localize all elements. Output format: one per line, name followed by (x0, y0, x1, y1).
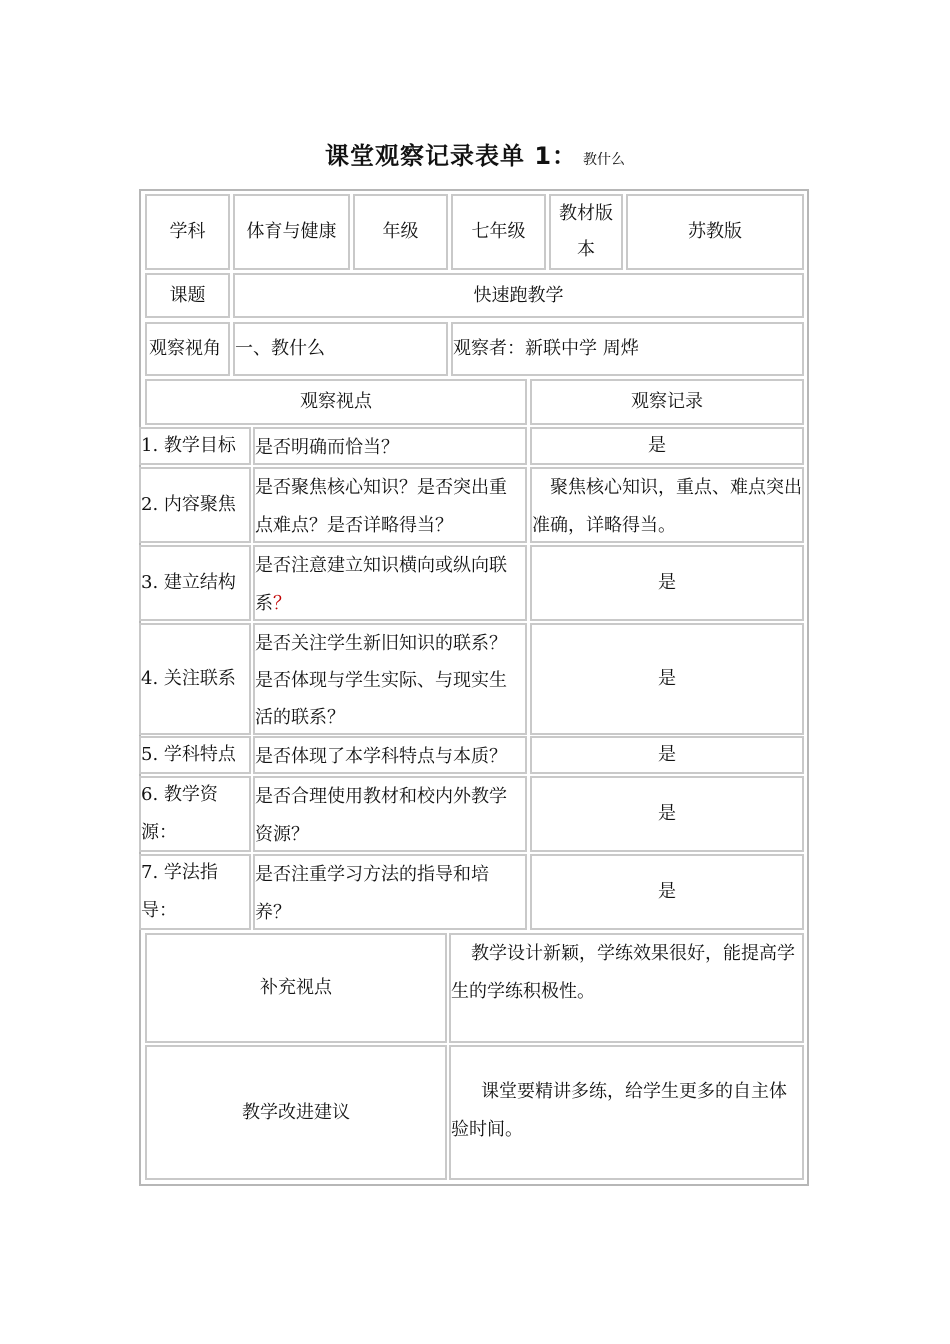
angle-label: 观察视角 (145, 322, 230, 376)
topic-label: 课题 (145, 273, 230, 318)
row-question-1 (253, 427, 527, 465)
observer: 观察者：新联中学 周烨 (451, 322, 804, 376)
question-line: 活的联系？ (255, 707, 345, 728)
question-line: 是否明确而恰当？ (255, 437, 399, 458)
row-question-2 (253, 467, 527, 543)
row-record-2 (530, 467, 804, 543)
edition-label (549, 194, 623, 270)
row-record-4: 是 (530, 623, 804, 735)
question-line: 是否聚焦核心知识？是否突出重 (255, 477, 507, 498)
row-question-6 (253, 776, 527, 852)
row-label-6: 6. 教学资源： (139, 776, 251, 852)
record-line: 准确，详略得当。 (532, 515, 676, 536)
row-question-4 (253, 623, 527, 735)
edition-value: 苏教版 (626, 194, 804, 270)
supplement-content (449, 933, 804, 1043)
column-records: 观察记录 (530, 379, 804, 425)
row-label-1: 1. 教学目标 (139, 427, 251, 465)
question-text: 系 (255, 593, 273, 614)
question-line: 是否体现了本学科特点与本质？ (255, 746, 507, 767)
question-line: 是否合理使用教材和校内外教学 (255, 786, 507, 807)
row-record-7: 是 (530, 854, 804, 930)
row-record-5: 是 (530, 736, 804, 774)
row-record-1: 是 (530, 427, 804, 465)
topic-value: 快速跑教学 (233, 273, 804, 318)
grade-value: 七年级 (451, 194, 546, 270)
title-main: 课堂观察记录表单 1： (324, 142, 578, 170)
improve-line: 验时间。 (451, 1119, 523, 1140)
subject-value: 体育与健康 (233, 194, 350, 270)
row-label-3: 3. 建立结构 (139, 545, 251, 621)
question-mark: ？ (273, 593, 291, 614)
column-points: 观察视点 (145, 379, 527, 425)
subject-label: 学科 (145, 194, 230, 270)
improve-content (449, 1045, 804, 1180)
question-line: 是否注重学习方法的指导和培 (255, 864, 489, 885)
question-line: 是否体现与学生实际、与现实生 (255, 670, 507, 691)
row-label-7: 7. 学法指导： (139, 854, 251, 930)
row-record-6: 是 (530, 776, 804, 852)
row-label-4: 4. 关注联系 (139, 623, 251, 735)
row-label-5: 5. 学科特点 (139, 736, 251, 774)
row-question-5 (253, 736, 527, 774)
question-line: 是否关注学生新旧知识的联系？ (255, 633, 507, 654)
supplement-line: 生的学练积极性。 (451, 981, 595, 1002)
edition-label-line2: 本 (577, 239, 595, 260)
question-line (255, 585, 525, 623)
improve-label: 教学改进建议 (145, 1045, 447, 1180)
question-line: 点难点？是否详略得当？ (255, 515, 453, 536)
title-sub: 教什么 (583, 152, 626, 168)
improve-line: 课堂要精讲多练，给学生更多的自主体 (481, 1081, 787, 1102)
row-question-7 (253, 854, 527, 930)
row-record-3: 是 (530, 545, 804, 621)
supplement-line: 教学设计新颖，学练效果很好，能提高学 (471, 943, 795, 964)
question-line: 是否注意建立知识横向或纵向联 (255, 555, 507, 576)
record-line: 聚焦核心知识，重点、难点突出 (550, 477, 802, 498)
row-label-2: 2. 内容聚焦 (139, 467, 251, 543)
question-line: 养？ (255, 902, 291, 923)
grade-label: 年级 (353, 194, 448, 270)
supplement-label: 补充视点 (145, 933, 447, 1043)
angle-value: 一、教什么 (233, 322, 448, 376)
edition-label-line1: 教材版 (559, 203, 613, 224)
question-line: 资源？ (255, 824, 309, 845)
page-title (0, 136, 950, 171)
row-question-3 (253, 545, 527, 621)
